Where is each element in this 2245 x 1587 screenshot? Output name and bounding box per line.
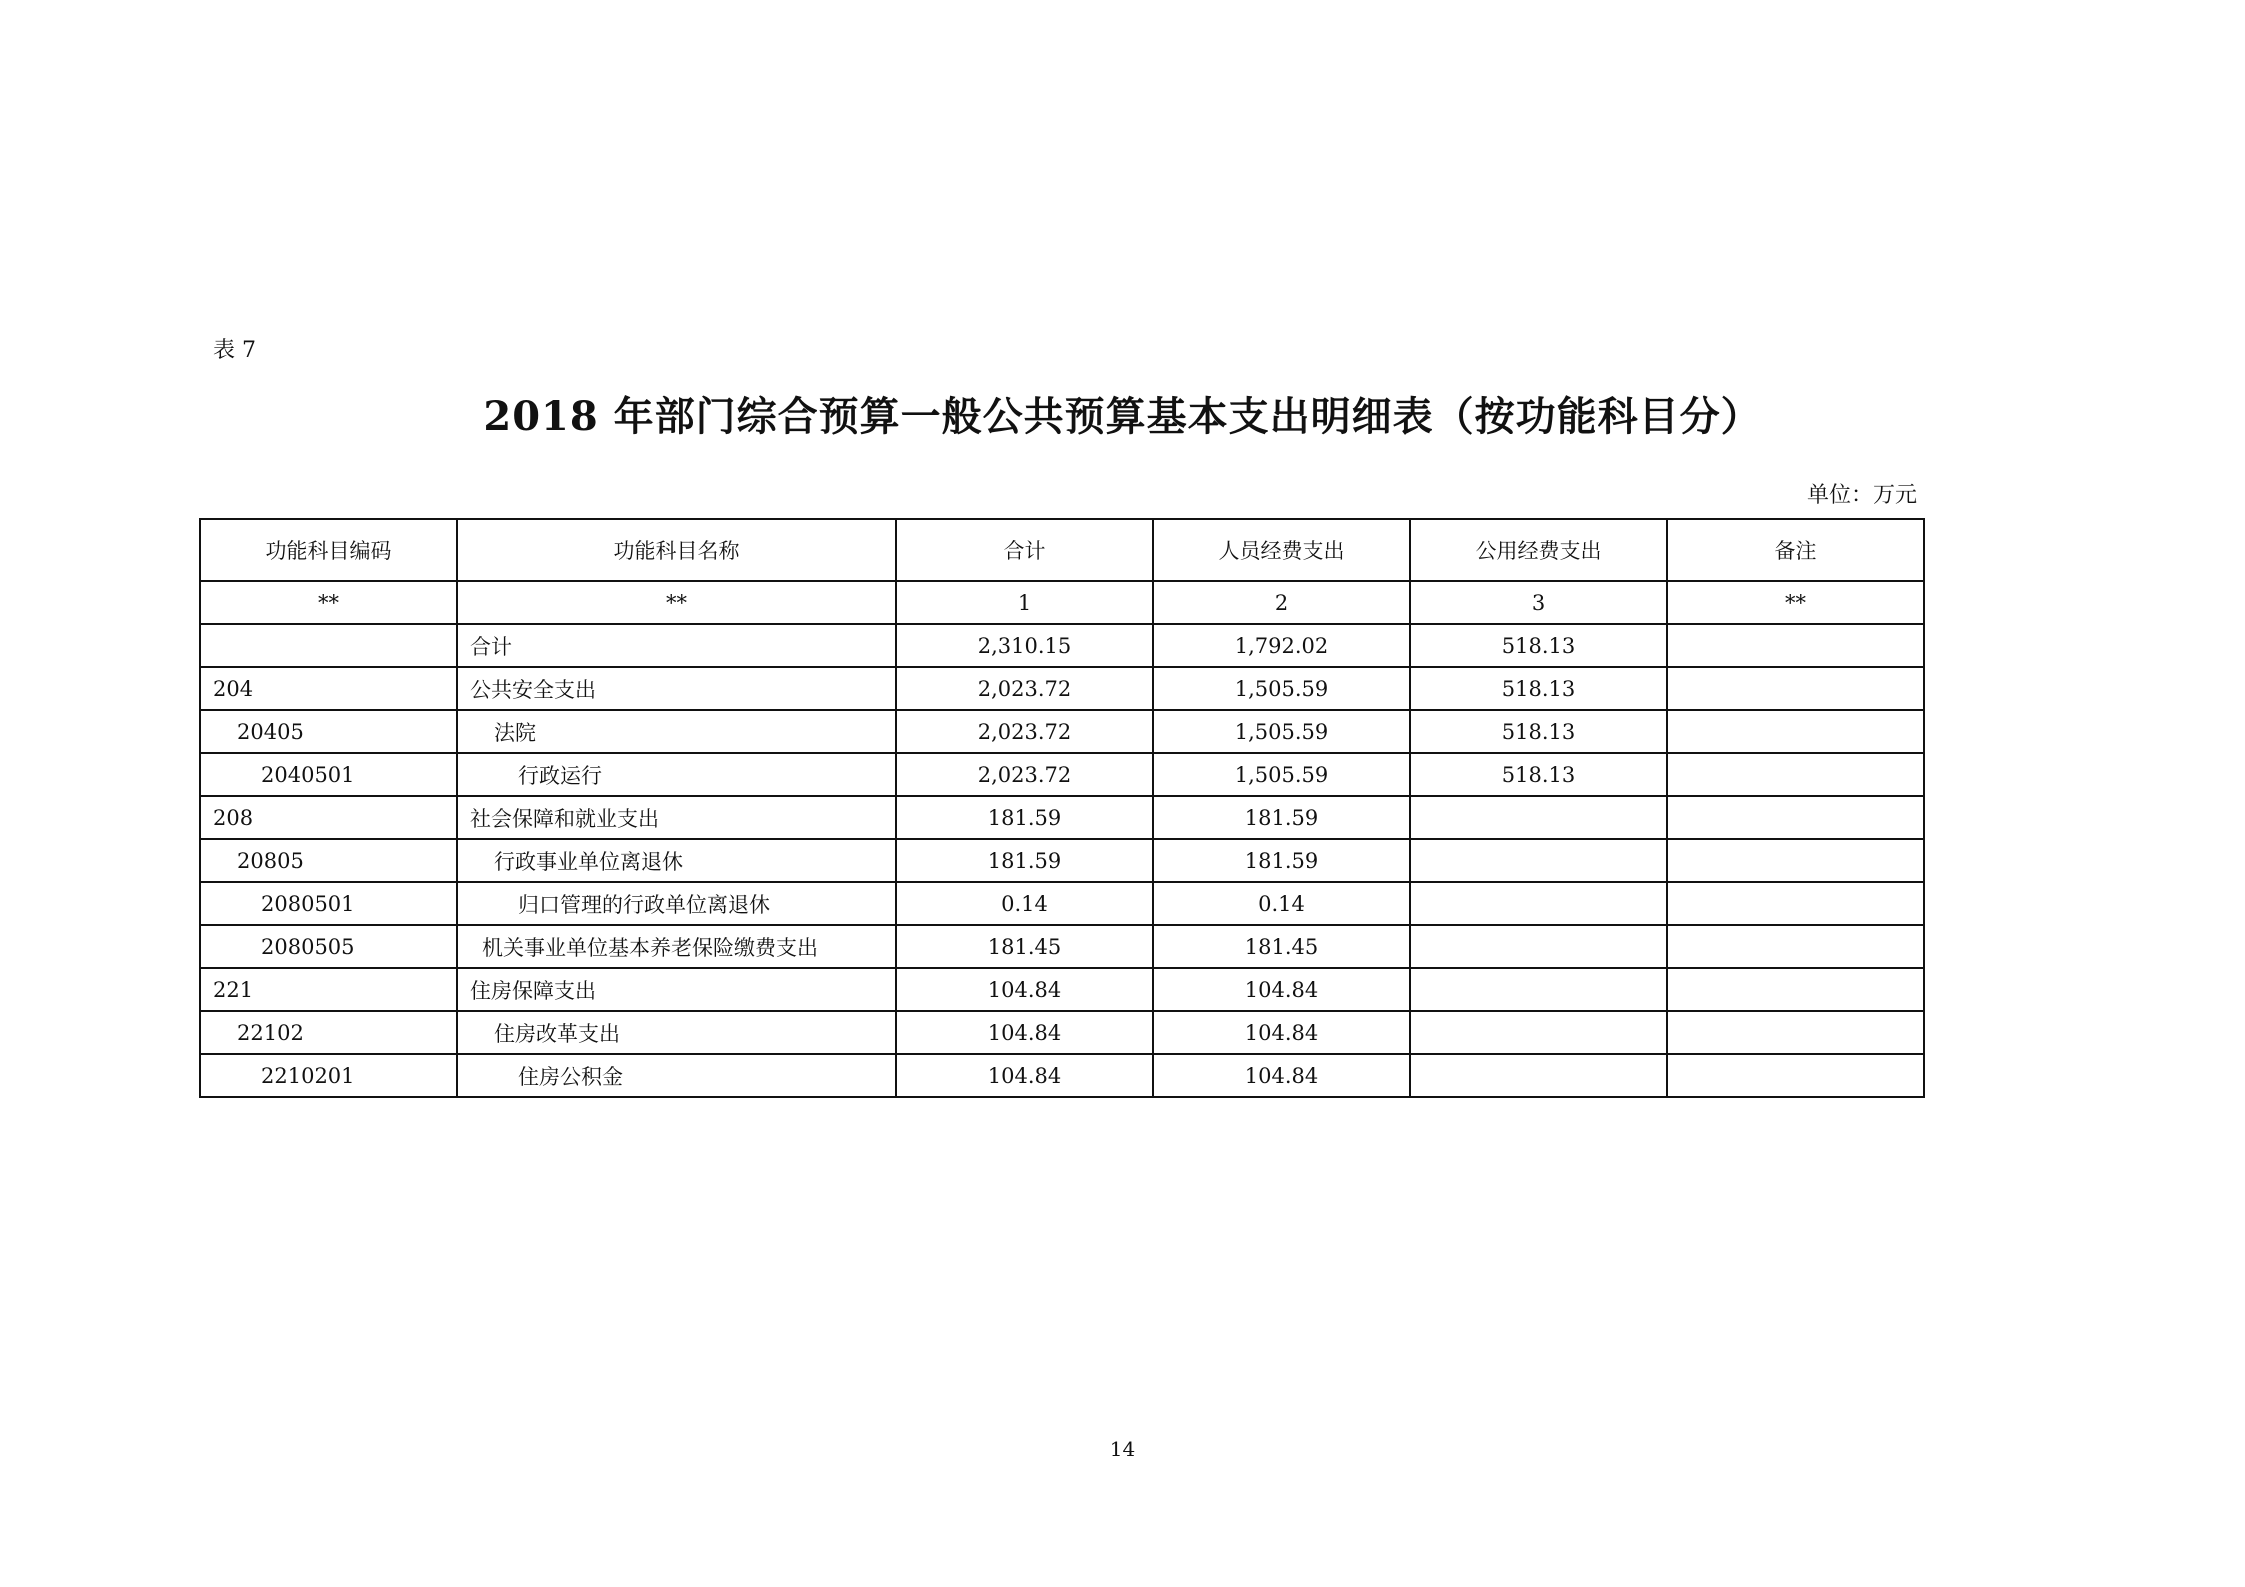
name-cell: 住房公积金 (457, 1054, 896, 1097)
public-cell (1410, 1011, 1667, 1054)
table-row (200, 796, 1924, 839)
table-row-total (200, 624, 1924, 667)
name-cell: 社会保障和就业支出 (457, 796, 896, 839)
code-cell: 20805 (200, 839, 457, 882)
public-cell: 518.13 (1410, 624, 1667, 667)
total-cell: 181.59 (896, 796, 1153, 839)
name-cell: 行政事业单位离退休 (457, 839, 896, 882)
table-row (200, 839, 1924, 882)
column-header-total: 合计 (896, 519, 1153, 581)
note-cell (1667, 839, 1924, 882)
note-cell (1667, 624, 1924, 667)
table-header-row (200, 519, 1924, 581)
name-cell: 归口管理的行政单位离退休 (457, 882, 896, 925)
name-cell: 法院 (457, 710, 896, 753)
personnel-cell: 1,505.59 (1153, 667, 1410, 710)
code-cell (200, 624, 457, 667)
name-cell: 合计 (457, 624, 896, 667)
public-cell: 518.13 (1410, 753, 1667, 796)
code-cell: 22102 (200, 1011, 457, 1054)
column-index-cell: 2 (1153, 581, 1410, 624)
code-cell: 2080501 (200, 882, 457, 925)
personnel-cell: 104.84 (1153, 1011, 1410, 1054)
total-cell: 104.84 (896, 1054, 1153, 1097)
column-index-cell: 1 (896, 581, 1153, 624)
budget-table (199, 518, 1925, 1098)
total-cell: 181.59 (896, 839, 1153, 882)
column-header-name: 功能科目名称 (457, 519, 896, 581)
table-row (200, 882, 1924, 925)
personnel-cell: 1,505.59 (1153, 710, 1410, 753)
personnel-cell: 0.14 (1153, 882, 1410, 925)
page-title: 2018 年部门综合预算一般公共预算基本支出明细表（按功能科目分） (483, 393, 1762, 440)
public-cell (1410, 925, 1667, 968)
unit-label: 单位：万元 (1806, 483, 1917, 508)
column-header-note: 备注 (1667, 519, 1924, 581)
total-cell: 104.84 (896, 1011, 1153, 1054)
note-cell (1667, 882, 1924, 925)
personnel-cell: 181.45 (1153, 925, 1410, 968)
table-row (200, 753, 1924, 796)
note-cell (1667, 1054, 1924, 1097)
total-cell: 181.45 (896, 925, 1153, 968)
table-row (200, 968, 1924, 1011)
column-header-public: 公用经费支出 (1410, 519, 1667, 581)
column-header-code: 功能科目编码 (200, 519, 457, 581)
column-index-cell: ** (1667, 581, 1924, 624)
table-row (200, 1054, 1924, 1097)
code-cell: 2040501 (200, 753, 457, 796)
personnel-cell: 1,792.02 (1153, 624, 1410, 667)
note-cell (1667, 925, 1924, 968)
personnel-cell: 104.84 (1153, 968, 1410, 1011)
note-cell (1667, 968, 1924, 1011)
public-cell (1410, 882, 1667, 925)
name-cell: 公共安全支出 (457, 667, 896, 710)
total-cell: 2,023.72 (896, 753, 1153, 796)
code-cell: 2210201 (200, 1054, 457, 1097)
public-cell (1410, 1054, 1667, 1097)
note-cell (1667, 710, 1924, 753)
public-cell: 518.13 (1410, 710, 1667, 753)
public-cell (1410, 839, 1667, 882)
public-cell (1410, 968, 1667, 1011)
note-cell (1667, 796, 1924, 839)
personnel-cell: 181.59 (1153, 796, 1410, 839)
name-cell: 行政运行 (457, 753, 896, 796)
total-cell: 104.84 (896, 968, 1153, 1011)
table-number: 表 7 (213, 338, 256, 363)
page-number: 14 (1109, 1437, 1136, 1461)
code-cell: 208 (200, 796, 457, 839)
note-cell (1667, 667, 1924, 710)
column-index-cell: 3 (1410, 581, 1667, 624)
total-cell: 0.14 (896, 882, 1153, 925)
column-index-cell: ** (457, 581, 896, 624)
table-row (200, 925, 1924, 968)
name-cell: 住房改革支出 (457, 1011, 896, 1054)
total-cell: 2,023.72 (896, 710, 1153, 753)
personnel-cell: 181.59 (1153, 839, 1410, 882)
total-cell: 2,023.72 (896, 667, 1153, 710)
column-index-row (200, 581, 1924, 624)
code-cell: 2080505 (200, 925, 457, 968)
note-cell (1667, 1011, 1924, 1054)
column-index-cell: ** (200, 581, 457, 624)
personnel-cell: 1,505.59 (1153, 753, 1410, 796)
note-cell (1667, 753, 1924, 796)
personnel-cell: 104.84 (1153, 1054, 1410, 1097)
table-row (200, 1011, 1924, 1054)
column-header-personnel: 人员经费支出 (1153, 519, 1410, 581)
name-cell: 机关事业单位基本养老保险缴费支出 (457, 925, 896, 968)
code-cell: 221 (200, 968, 457, 1011)
public-cell (1410, 796, 1667, 839)
code-cell: 20405 (200, 710, 457, 753)
table-row (200, 667, 1924, 710)
name-cell: 住房保障支出 (457, 968, 896, 1011)
table-row (200, 710, 1924, 753)
public-cell: 518.13 (1410, 667, 1667, 710)
total-cell: 2,310.15 (896, 624, 1153, 667)
code-cell: 204 (200, 667, 457, 710)
